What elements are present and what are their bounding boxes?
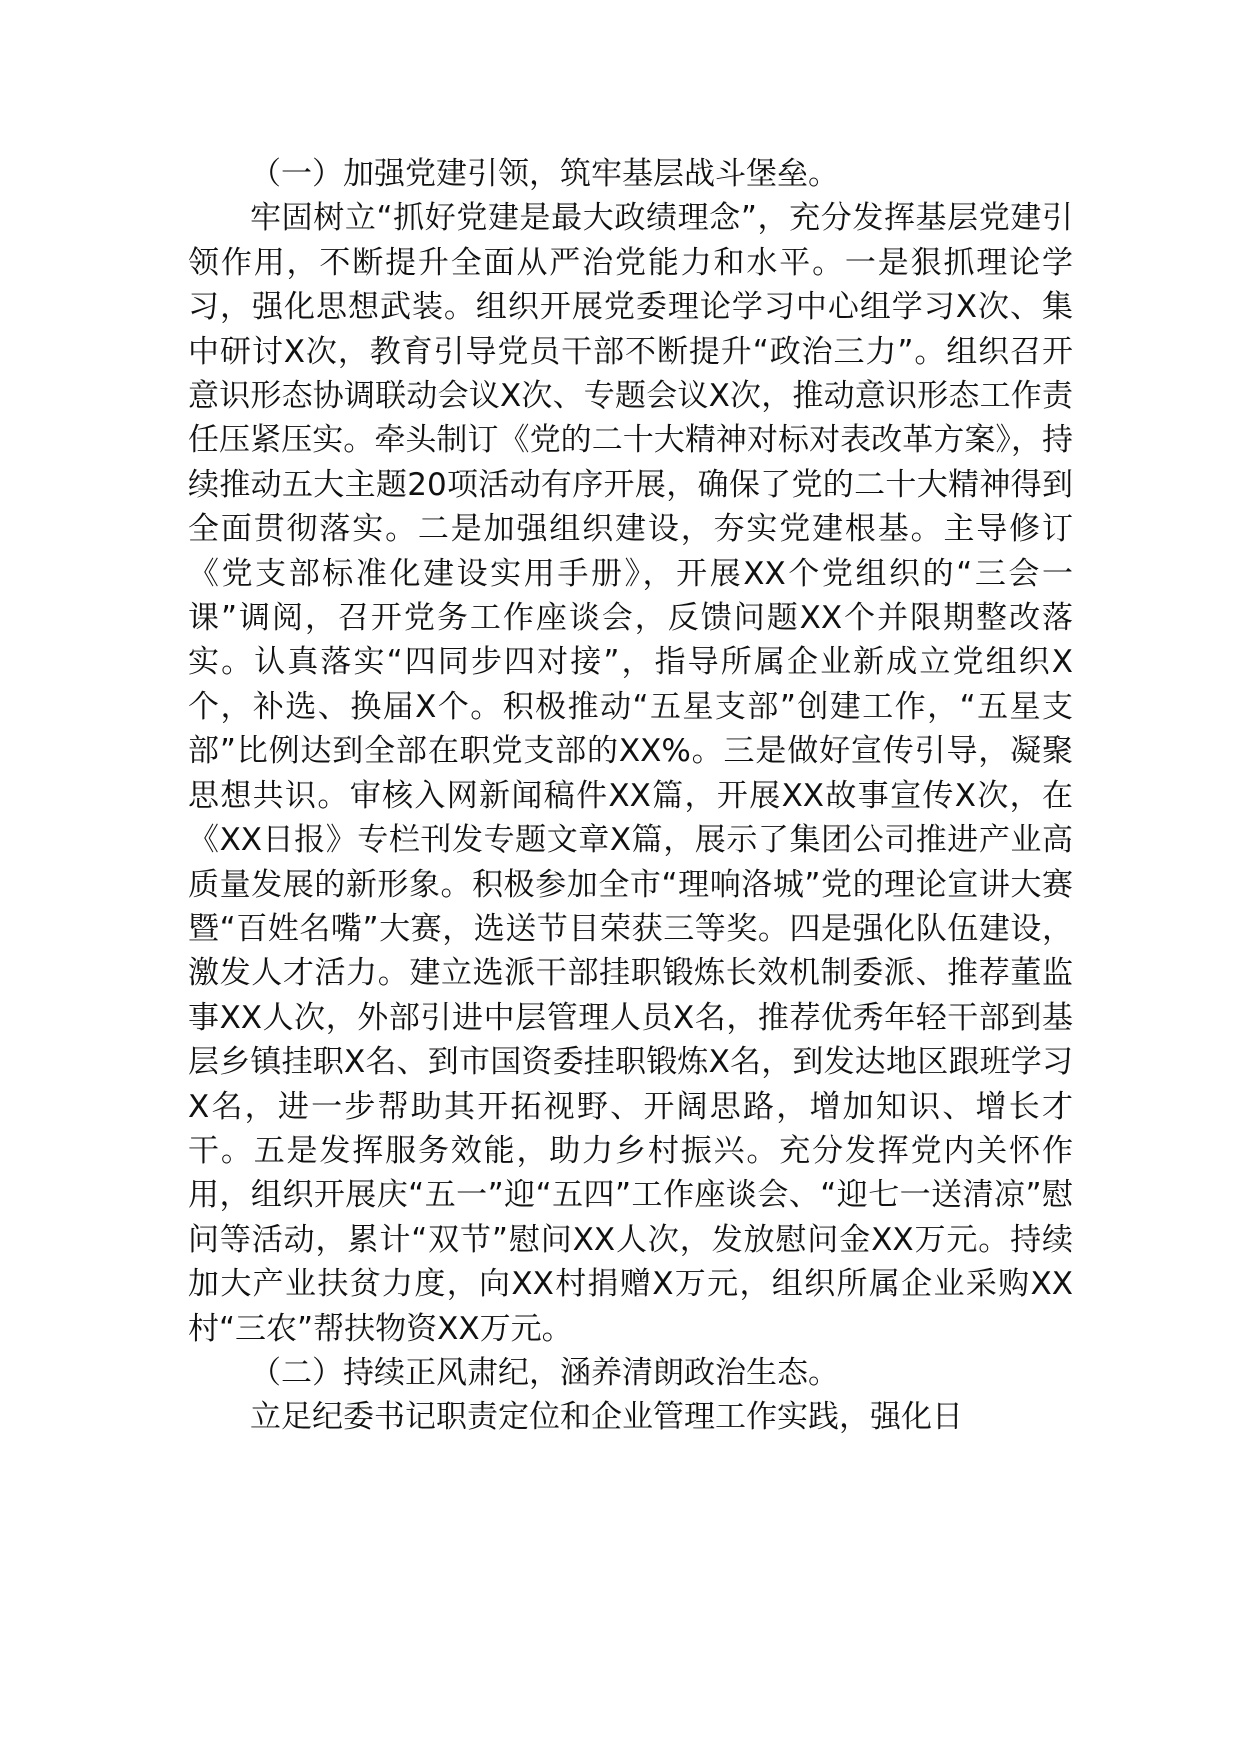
section-heading-1: （一）加强党建引领，筑牢基层战斗堡垒。	[250, 156, 839, 192]
document-page	[188, 152, 1073, 1440]
section-body-2: 立足纪委书记职责定位和企业管理工作实践，强化日	[250, 1399, 963, 1436]
section-body-1: 牢固树立“抓好党建是最大政绩理念”，充分发挥基层党建引领作用，不断提升全面从严治党能力和水平。一是狠抓理论学习，强化思想武装。组织开展党委理论学习中心组学习X次、集中研讨X次，教育引导党员干部不断提升“政治三力”。组织召开意识形态协调联动会议X次、专题会议X次，推动意识形态工作责任压紧压实。牵头制订《党的二十大精神对标对表改革方案》，持续推动五大主题20项活动有序开展，确保了党的二十大精神得到全面贯彻落实。二是加强组织建设，夯实党建根基。主导修订《党支部标准化建设实用手册》，开展XX个党组织的“三会一课”调阅，召开党务工作座谈会，反馈问题XX个并限期整改落实。认真落实“四同步四对接”，指导所属企业新成立党组织X个，补选、换届X个。积极推动“五星支部”创建工作，“五星支部”比例达到全部在职党支部的XX%。三是做好宣传引导，凝聚思想共识。审核入网新闻稿件XX篇，开展XX故事宣传X次，在《XX日报》专栏刊发专题文章X篇，展示了集团公司推进产业高质量发展的新形象。积极参加全市“理响洛城”党的理论宣讲大赛暨“百姓名嘴”大赛，选送节目荣获三等奖。四是强化队伍建设，激发人才活力。建立选派干部挂职锻炼长效机制委派、推荐董监事XX人次，外部引进中层管理人员X名，推荐优秀年轻干部到基层乡镇挂职X名、到市国资委挂职锻炼X名，到发达地区跟班学习X名，进一步帮助其开拓视野、开阔思路，增加知识、增长才干。五是发挥服务效能，助力乡村振兴。充分发挥党内关怀作用，组织开展庆“五一”迎“五四”工作座谈会、“迎七一送清凉”慰问等活动，累计“双节”慰问XX人次，发放慰问金XX万元。持续加大产业扶贫力度，向XX村捐赠X万元，组织所属企业采购XX村“三农”帮扶物资XX万元。	[188, 200, 1073, 1347]
section-heading-2: （二）持续正风肃纪，涵养清朗政治生态。	[250, 1354, 839, 1391]
